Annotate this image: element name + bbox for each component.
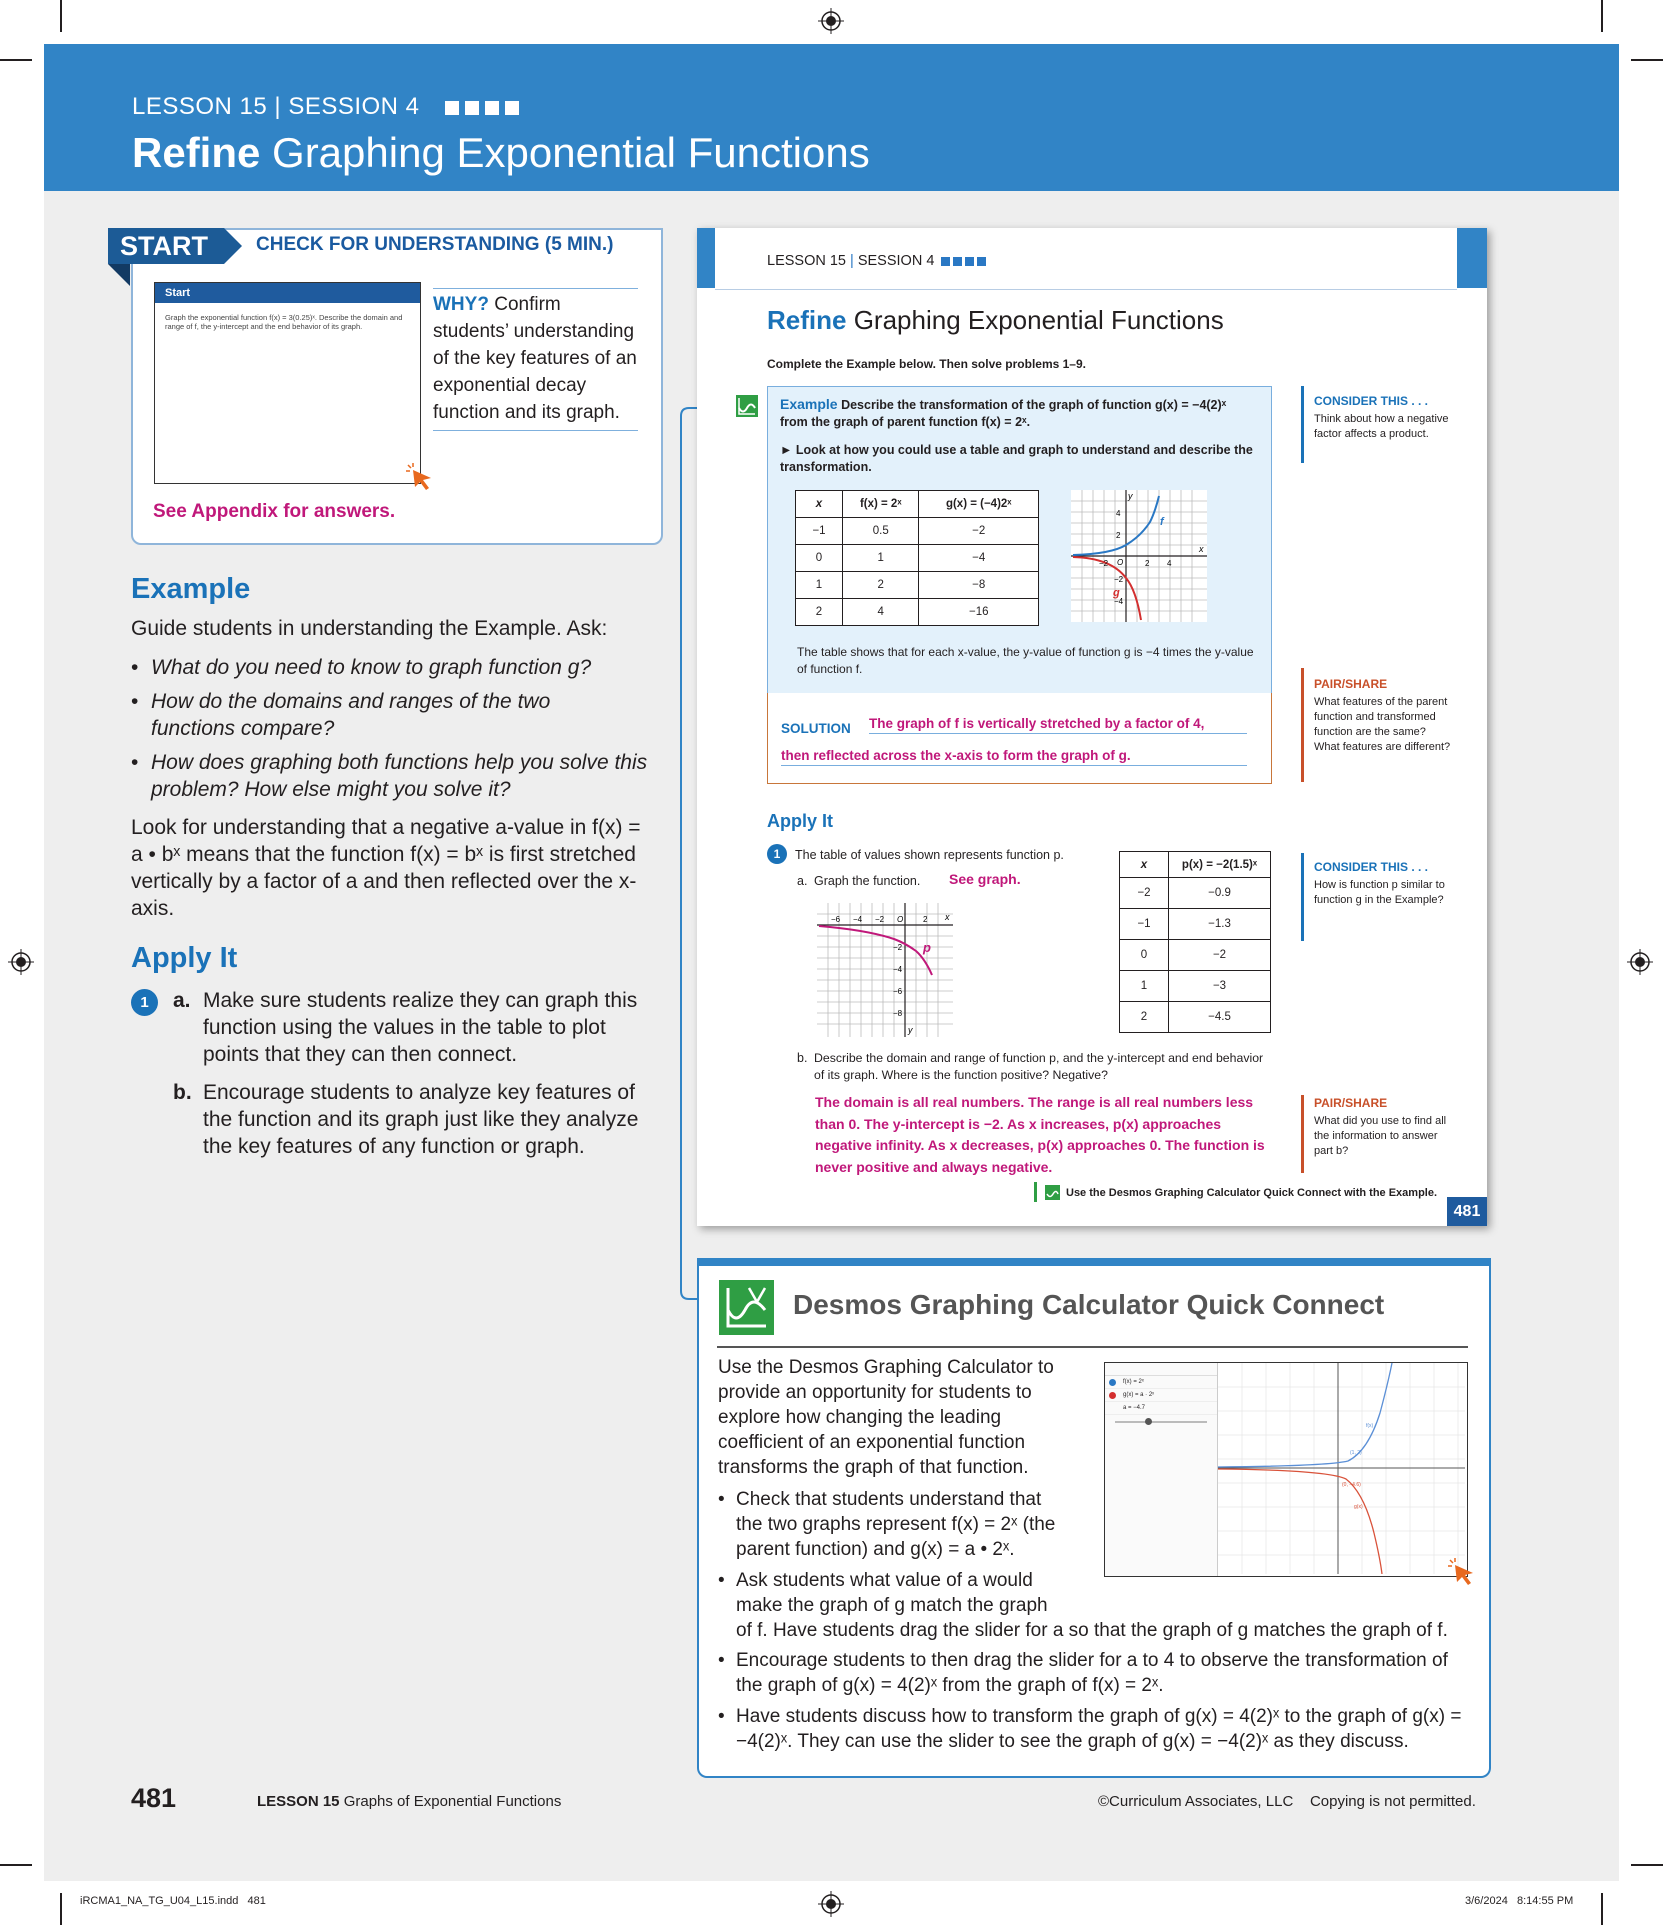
table-row	[796, 599, 1039, 626]
table-row	[1120, 940, 1271, 971]
expression-text: f(x) = 2ˣ	[1123, 1379, 1144, 1385]
note-text: What did you use to find all the information to answer part b?	[1314, 1115, 1447, 1157]
pair-share-note	[1314, 677, 1452, 755]
table-cell: 1	[796, 572, 843, 599]
sp-title-bold: Refine	[767, 305, 847, 335]
sp-example-label: Example	[780, 396, 838, 412]
graph-f-label: f	[1160, 516, 1164, 528]
cursor-click-icon	[1446, 1556, 1478, 1588]
function-p-table	[1119, 851, 1271, 1033]
check-heading: CHECK FOR UNDERSTANDING (5 MIN.)	[256, 234, 614, 255]
example-table	[795, 490, 1039, 626]
note-rule	[1034, 1182, 1037, 1202]
note-heading: CONSIDER THIS . . .	[1314, 860, 1429, 874]
slug-date: 3/6/2024 8:14:55 PM	[1465, 1895, 1574, 1907]
footer-lesson	[257, 1793, 561, 1810]
expression-text: a = −4.7	[1123, 1405, 1146, 1411]
q1a-answer: See graph.	[949, 871, 1021, 887]
crop-mark	[60, 0, 62, 32]
registration-mark-icon	[818, 1891, 844, 1917]
table-header: x	[1140, 858, 1148, 871]
part-a-text: Make sure students realize they can graph this function using the values in the table to plot points that they can then connect.	[203, 989, 638, 1066]
crop-mark	[60, 1893, 62, 1925]
slider-handle[interactable]	[1145, 1418, 1152, 1425]
solution-line-2: then reflected across the x-axis to form the graph of g.	[781, 748, 1247, 766]
solution-label: SOLUTION	[781, 721, 851, 736]
table-cell: −8	[919, 572, 1039, 599]
table-cell: 1	[843, 545, 919, 572]
slide-title: Start	[155, 283, 420, 303]
lesson-banner	[44, 44, 1619, 191]
solution-line-1: The graph of f is vertically stretched by a factor of 4,	[869, 716, 1247, 734]
table-cell: −1.3	[1169, 909, 1271, 940]
problem-number-badge: 1	[767, 844, 787, 864]
table-cell: −2	[1169, 940, 1271, 971]
graph-axis-label: y	[908, 1025, 913, 1035]
graph-tick: −8	[893, 1009, 903, 1018]
table-row	[796, 572, 1039, 599]
table-cell: 0.5	[843, 518, 919, 545]
graph-tick: −4	[893, 965, 903, 974]
slider-track[interactable]	[1115, 1421, 1207, 1423]
example-graph	[1071, 490, 1207, 622]
graph-tick: 4	[1167, 559, 1172, 568]
q1a-text: Graph the function.	[814, 874, 921, 888]
sp-apply-heading: Apply It	[767, 811, 833, 831]
part-a-label: a.	[173, 989, 191, 1012]
table-header: p(x) = −2(1.5)ˣ	[1181, 858, 1258, 871]
banner-kicker: LESSON 15 | SESSION 4	[132, 93, 519, 121]
desmos-graph	[1218, 1363, 1465, 1574]
sp-title-rest: Graphing Exponential Functions	[846, 305, 1224, 335]
table-cell: −1	[796, 518, 843, 545]
divider	[715, 289, 1457, 290]
table-cell: −1	[1120, 909, 1169, 940]
table-cell: 2	[843, 572, 919, 599]
session-square-icon	[953, 257, 962, 266]
q1a-label: a.	[797, 874, 808, 888]
table-note: The table shows that for each x-value, the y-value of function g is −4 times the y-value of function f.	[797, 645, 1254, 676]
q1b-text: Describe the domain and range of function p, and the y-intercept and end behavior of its graph. Where is the function positive? Negative?	[814, 1051, 1264, 1082]
graph-axis-label: x	[1199, 544, 1204, 554]
slug-file: iRCMA1_NA_TG_U04_L15.indd 481	[80, 1895, 266, 1907]
note-text: How is function p similar to function g in the Example?	[1314, 879, 1445, 906]
table-row	[796, 518, 1039, 545]
part-b-label: b.	[173, 1081, 192, 1104]
graph-tick: 2	[923, 915, 928, 924]
table-row	[1120, 1002, 1271, 1033]
student-page-title	[767, 305, 1224, 336]
crop-mark	[1601, 0, 1603, 32]
footer-page-number: 481	[131, 1783, 177, 1813]
desmos-icon	[736, 395, 758, 417]
crop-mark	[0, 1864, 32, 1866]
part-b-text: Encourage students to analyze key features of the function and its graph just like they analyze the key features of any function or graph.	[203, 1081, 639, 1158]
table-cell: −0.9	[1169, 878, 1271, 909]
table-header: g(x) = (−4)2ˣ	[945, 498, 1012, 510]
table-row	[1120, 909, 1271, 940]
example-step: ► Look at how you could use a table and graph to understand and describe the transformation.	[780, 443, 1253, 474]
why-note	[433, 288, 638, 431]
registration-mark-icon	[818, 8, 844, 34]
table-cell: −16	[919, 599, 1039, 626]
problem-number-badge: 1	[131, 989, 158, 1016]
graph-tick: −2	[875, 915, 885, 924]
crop-mark	[1631, 1864, 1663, 1866]
graph-tick: −2	[1114, 575, 1124, 584]
example-question: • What do you need to know to graph function g?	[151, 654, 651, 681]
desmos-bullet: • Ask students what value of a would make the graph of g match the graph	[736, 1568, 1066, 1618]
crop-mark	[1631, 59, 1663, 61]
graph-tick: −2	[893, 943, 903, 952]
example-question: • How does graphing both functions help you solve this problem? How else might you solve it?	[151, 749, 651, 803]
title-bold: Refine	[132, 129, 261, 176]
note-rule	[1301, 386, 1304, 463]
table-row	[1120, 878, 1271, 909]
table-cell: 0	[796, 545, 843, 572]
registration-mark-icon	[1627, 949, 1653, 975]
graph-tick: −6	[893, 987, 903, 996]
expression-list	[1105, 1363, 1218, 1576]
table-cell: −3	[1169, 971, 1271, 1002]
session-square-icon	[965, 257, 974, 266]
cursor-click-icon	[405, 462, 435, 492]
function-p-graph	[817, 903, 953, 1037]
graph-origin-label: O	[1117, 558, 1124, 567]
session-square-icon	[485, 101, 499, 115]
note-text: What features of the parent function and transformed function are the same? What features are different?	[1314, 696, 1451, 753]
session-square-icon	[445, 101, 459, 115]
student-page-kicker: LESSON 15 | SESSION 4	[767, 253, 986, 269]
graph-tick: −6	[831, 915, 841, 924]
crop-mark	[1601, 1893, 1603, 1925]
table-cell: −4	[919, 545, 1039, 572]
graph-tick: −4	[1114, 597, 1124, 606]
table-cell: −2	[919, 518, 1039, 545]
desmos-note: Use the Desmos Graphing Calculator Quick Connect with the Example.	[1066, 1187, 1438, 1199]
expression-row[interactable]	[1105, 1402, 1217, 1415]
graph-origin-label: O	[897, 915, 904, 924]
footer-lesson-label: LESSON 15	[257, 1793, 340, 1810]
table-cell: −2	[1120, 878, 1169, 909]
sp-example-text: Describe the transformation of the graph of function g(x) = −4(2)ˣ from the graph of parent function f(x) = 2ˣ.	[780, 398, 1227, 429]
table-row	[796, 545, 1039, 572]
graph-tick: 2	[1145, 559, 1150, 568]
desmos-bullet: • Check that students understand that the two graphs represent f(x) = 2ˣ (the parent function) and g(x) = a • 2ˣ.	[736, 1487, 1066, 1562]
consider-this-note	[1314, 860, 1452, 908]
note-heading: PAIR/SHARE	[1314, 677, 1388, 691]
registration-mark-icon	[8, 949, 34, 975]
graph-axis-label: x	[945, 912, 950, 922]
desmos-logo-icon	[719, 1280, 774, 1335]
footer-copyright: ©Curriculum Associates, LLC Copying is not permitted.	[1098, 1793, 1476, 1810]
footer-lesson-title: Graphs of Exponential Functions	[343, 1793, 562, 1810]
q1b-answer: The domain is all real numbers. The range is all real numbers less than 0. The y-intercept is −2. As x increases, p(x) approaches negative infinity. As x decreases, p(x) approaches 0. The function is never positive and always negative.	[815, 1094, 1265, 1175]
crop-mark	[0, 59, 32, 61]
see-appendix: See Appendix for answers.	[153, 501, 396, 522]
expression-row[interactable]	[1105, 1376, 1217, 1389]
look-for-text: Look for understanding that a negative a-value in f(x) = a • bˣ means that the function f(x) = bˣ is first stretched vertically by a factor of a and then reflected over the x-axis.	[131, 816, 641, 920]
pair-share-note	[1314, 1096, 1452, 1159]
point-label: (1, 2)	[1350, 1450, 1362, 1456]
table-cell: 2	[796, 599, 843, 626]
table-header: x	[815, 498, 823, 510]
note-heading: PAIR/SHARE	[1314, 1096, 1388, 1110]
student-page-subtitle: Complete the Example below. Then solve problems 1–9.	[767, 357, 1086, 371]
table-cell: −4.5	[1169, 1002, 1271, 1033]
table-cell: 0	[1120, 940, 1169, 971]
table-cell: 1	[1120, 971, 1169, 1002]
graph-g-label: g	[1113, 587, 1120, 599]
title-rest: Graphing Exponential Functions	[260, 129, 870, 176]
start-slide-thumbnail[interactable]	[154, 282, 421, 484]
banner-session: SESSION 4	[288, 93, 420, 120]
divider	[717, 1346, 1468, 1348]
why-text: Confirm students’ understanding of the key features of an exponential decay function and its graph.	[433, 294, 637, 423]
graph-tick: −4	[853, 915, 863, 924]
desmos-bullet: • Encourage students to then drag the slider for a to 4 to observe the transformation of the graph of g(x) = 4(2)ˣ from the graph of f(x) = 2ˣ.	[736, 1648, 1471, 1698]
curve-label: g(x)	[1354, 1504, 1363, 1510]
note-text: Think about how a negative factor affects a product.	[1314, 413, 1449, 440]
example-heading: Example	[131, 573, 251, 605]
expression-row[interactable]	[1105, 1389, 1217, 1402]
apply-heading: Apply It	[131, 942, 238, 974]
example-prompt	[780, 396, 1250, 431]
note-rule	[1301, 1095, 1304, 1173]
consider-this-note	[1314, 394, 1452, 442]
example-intro: Guide students in understanding the Example. Ask:	[131, 617, 608, 640]
page-title	[132, 129, 870, 177]
desmos-title: Desmos Graphing Calculator Quick Connect	[793, 1289, 1385, 1320]
graph-tick: 2	[1116, 531, 1121, 540]
graph-p-label: p	[923, 940, 931, 955]
session-square-icon	[941, 257, 950, 266]
start-flag-fold	[108, 264, 130, 286]
page-tab-right	[1457, 228, 1487, 288]
session-square-icon	[977, 257, 986, 266]
note-heading: CONSIDER THIS . . .	[1314, 394, 1429, 408]
sp-lesson: LESSON 15	[767, 253, 846, 269]
page-tab-left	[697, 228, 715, 288]
example-question: • How do the domains and ranges of the two functions compare?	[151, 688, 591, 742]
graph-tick: −2	[1099, 559, 1109, 568]
q1-text: The table of values shown represents function p.	[795, 848, 1064, 862]
desmos-intro: Use the Desmos Graphing Calculator to provide an opportunity for students to explore how changing the leading coefficient of an exponential function transforms the graph of that function.	[718, 1357, 1054, 1478]
session-square-icon	[505, 101, 519, 115]
desmos-icon	[1045, 1185, 1060, 1200]
desmos-calculator-thumbnail[interactable]	[1104, 1362, 1468, 1577]
table-cell: 4	[843, 599, 919, 626]
point-label: (0, −4.6)	[1342, 1482, 1361, 1488]
graph-tick: 4	[1116, 509, 1121, 518]
note-rule	[1301, 853, 1304, 941]
q1b-label: b.	[797, 1051, 808, 1065]
start-flag: START	[108, 228, 224, 264]
solution-box	[767, 693, 1272, 784]
desmos-bullet-continued: of f. Have students drag the slider for a so that the graph of g matches the graph of f.	[736, 1620, 1448, 1641]
note-rule	[1301, 668, 1304, 782]
student-page-number: 481	[1447, 1197, 1487, 1226]
why-label: WHY?	[433, 294, 489, 315]
table-header: f(x) = 2ˣ	[859, 498, 902, 510]
banner-lesson: LESSON 15	[132, 93, 268, 120]
sp-session: SESSION 4	[857, 253, 935, 269]
graph-axis-label: y	[1128, 491, 1133, 501]
slide-text: Graph the exponential function f(x) = 3(0.25)ˣ. Describe the domain and range of f, the y-intercept and the end behavior of its graph.	[165, 313, 403, 331]
curve-label: f(x)	[1366, 1423, 1374, 1429]
desmos-bullet: • Have students discuss how to transform the graph of g(x) = 4(2)ˣ to the graph of g(x) = −4(2)ˣ. They can use the slider to see the graph of g(x) = −4(2)ˣ as they discuss.	[736, 1704, 1471, 1754]
table-row	[1120, 971, 1271, 1002]
expression-text: g(x) = a · 2ˣ	[1123, 1392, 1155, 1398]
table-cell: 2	[1120, 1002, 1169, 1033]
session-square-icon	[465, 101, 479, 115]
